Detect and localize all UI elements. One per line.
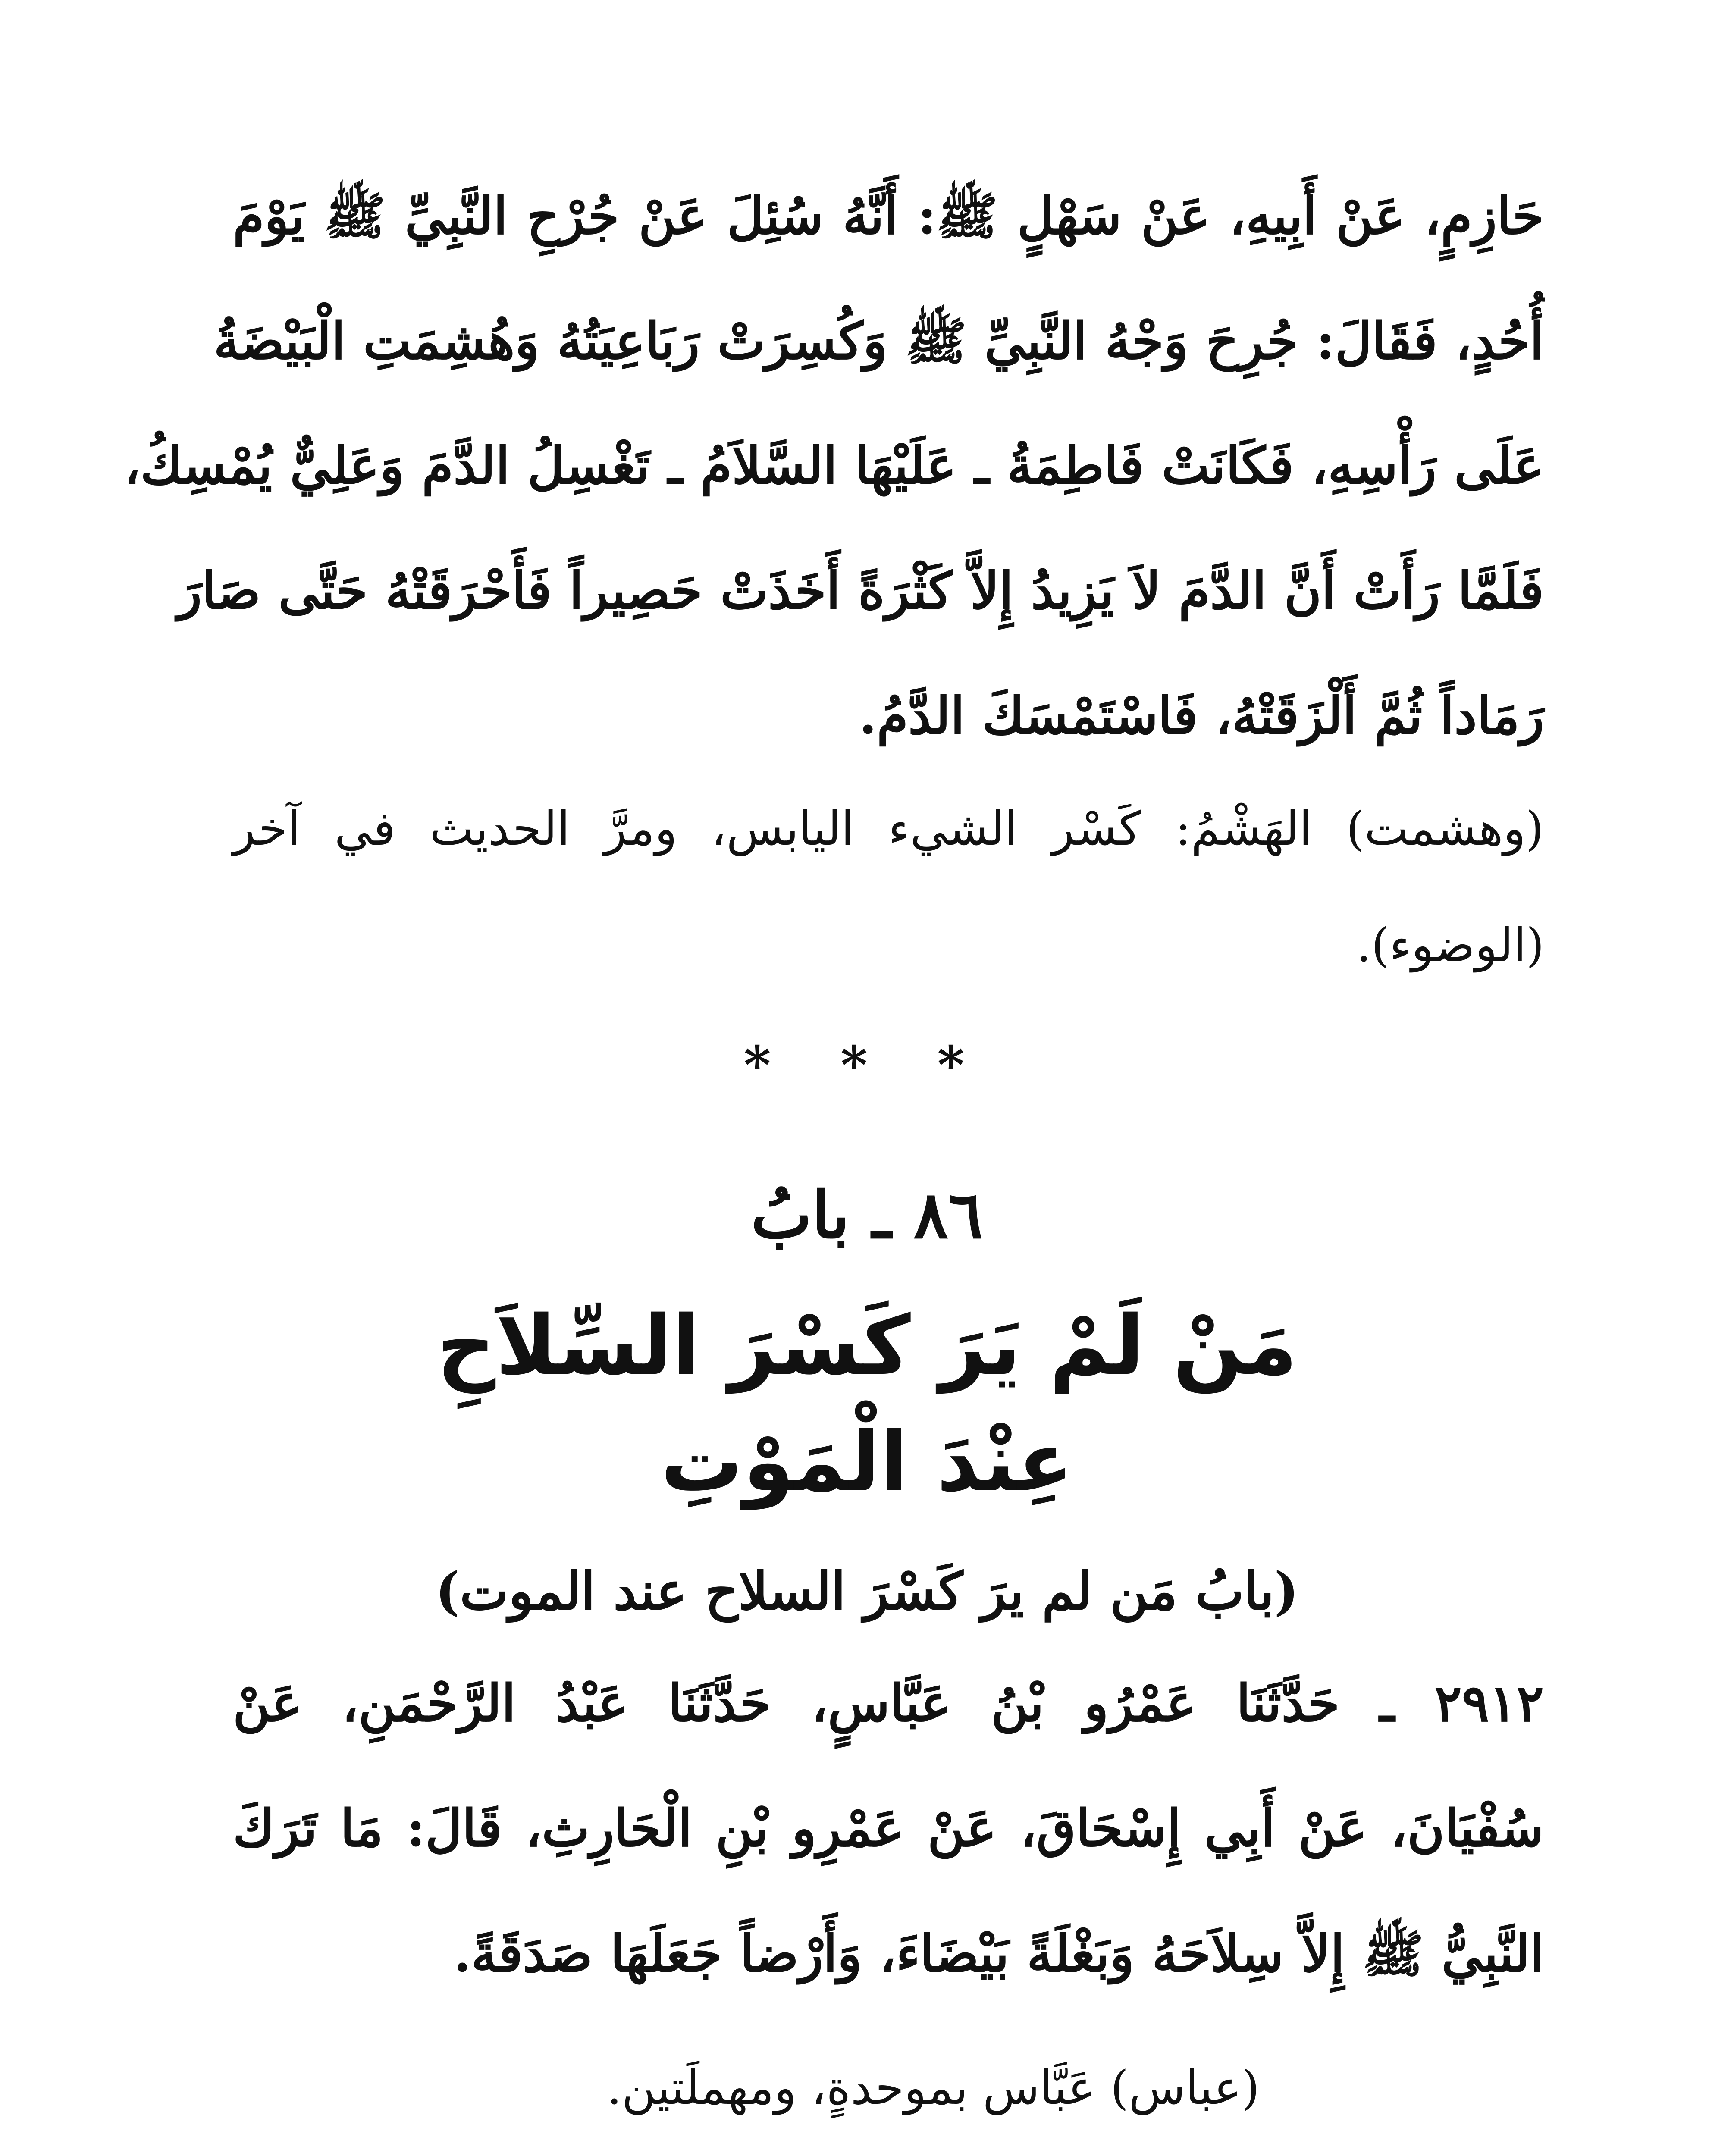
section-separator: * * * xyxy=(743,1035,991,1096)
commentary-line: (عباس) عَبَّاس بموحدةٍ، ومهملَتين. xyxy=(607,2061,1260,2115)
hadith-line: النَّبِيُّ ﷺ إِلاَّ سِلاَحَهُ وَبَغْلَةً بَيْضَاءَ، وَأَرْضاً جَعَلَهَا صَدَقَةً. xyxy=(453,1924,1544,1984)
hadith-line: عَلَى رَأْسِهِ، فَكَانَتْ فَاطِمَةُ ـ عَلَيْهَا السَّلاَمُ ـ تَغْسِلُ الدَّمَ وَعَلِيٌّ يُمْسِكُ، xyxy=(124,436,1544,495)
chapter-title-line: مَنْ لَمْ يَرَ كَسْرَ السِّلاَحِ xyxy=(436,1298,1298,1393)
hadith-line: أُحُدٍ، فَقَالَ: جُرِحَ وَجْهُ النَّبِيِّ ﷺ وَكُسِرَتْ رَبَاعِيَتُهُ وَهُشِمَتِ الْبَيْضَةُ xyxy=(213,311,1544,371)
hadith-line: رَمَاداً ثُمَّ أَلْزَقَتْهُ، فَاسْتَمْسَكَ الدَّمُ. xyxy=(859,686,1544,746)
commentary-line: (وهشمت) الهَشْمُ: كَسْر الشيء اليابس، ومرَّ الحديث في آخر xyxy=(233,802,1544,856)
hadith-line: سُفْيَانَ، عَنْ أَبِي إِسْحَاقَ، عَنْ عَمْرِو بْنِ الْحَارِثِ، قَالَ: مَا تَرَكَ xyxy=(233,1798,1544,1858)
commentary-line: (الوضوء). xyxy=(1356,918,1544,972)
chapter-number: ٨٦ ـ بابُ xyxy=(751,1177,983,1253)
hadith-line: فَلَمَّا رَأَتْ أَنَّ الدَّمَ لاَ يَزِيدُ إِلاَّ كَثْرَةً أَخَذَتْ حَصِيراً فَأَحْرَقَتْهُ حَتَّى صَارَ xyxy=(177,561,1544,620)
hadith-line: ٢٩١٢ ـ حَدَّثَنَا عَمْرُو بْنُ عَبَّاسٍ، حَدَّثَنَا عَبْدُ الرَّحْمَنِ، عَنْ xyxy=(233,1673,1544,1733)
chapter-subtitle: (بابُ مَن لم يرَ كَسْرَ السلاح عند الموت) xyxy=(435,1561,1299,1622)
chapter-title-line: عِنْدَ الْمَوْتِ xyxy=(660,1414,1074,1510)
hadith-line: حَازِمٍ، عَنْ أَبِيهِ، عَنْ سَهْلٍ ﷺ: أَنَّهُ سُئِلَ عَنْ جُرْحِ النَّبِيِّ ﷺ يَوْمَ xyxy=(233,186,1544,246)
